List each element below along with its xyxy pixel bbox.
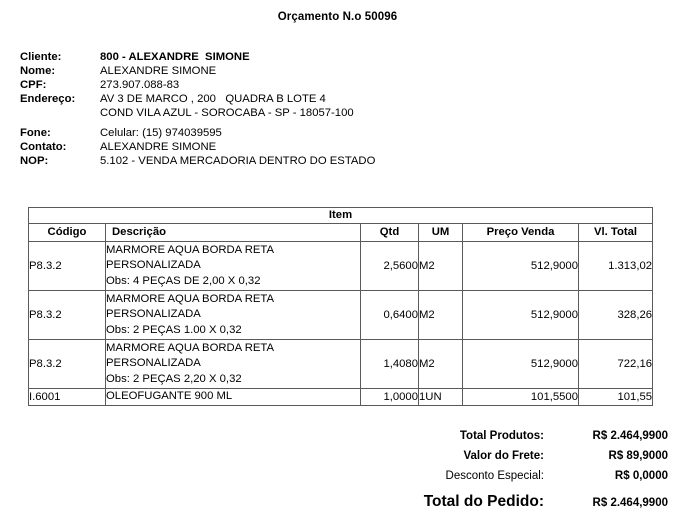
- cell-um: 1UN: [419, 389, 463, 406]
- cell-vl-total: 101,55: [579, 389, 653, 406]
- column-header-descricao[interactable]: Descrição: [106, 224, 361, 242]
- info-row-cliente: [20, 50, 660, 64]
- info-label-cpf: CPF:: [20, 79, 47, 91]
- desc-line-1: MARMORE AQUA BORDA RETA: [106, 243, 275, 256]
- info-row-nop: [20, 154, 660, 168]
- info-value-contato: ALEXANDRE SIMONE: [100, 141, 217, 153]
- info-label-contato: Contato:: [20, 141, 67, 153]
- info-row-cpf: [20, 78, 660, 92]
- cell-codigo: P8.3.2: [29, 242, 106, 291]
- items-table: [28, 207, 653, 406]
- info-label-nop: NOP:: [20, 155, 49, 167]
- cell-vl-total: 722,16: [579, 340, 653, 389]
- table-row: [29, 389, 653, 406]
- totals-block: [248, 430, 668, 519]
- info-label-cliente: Cliente:: [20, 51, 62, 63]
- cell-codigo: I.6001: [29, 389, 106, 406]
- info-row-nome: [20, 64, 660, 78]
- desc-line-obs: Obs: 2 PEÇAS 1.00 X 0,32: [106, 323, 242, 336]
- info-value-endereco-cont: COND VILA AZUL - SOROCABA - SP - 18057-100: [100, 107, 354, 119]
- desc-line-2: PERSONALIZADA: [106, 357, 201, 370]
- total-row-produtos: [248, 430, 668, 450]
- total-label-pedido: Total do Pedido:: [423, 493, 544, 510]
- total-value-frete: R$ 89,9000: [608, 450, 668, 462]
- info-row-contato: [20, 140, 660, 154]
- column-header-vl-total[interactable]: Vl. Total: [579, 224, 653, 242]
- cell-qtd: 1,0000: [361, 389, 419, 406]
- table-row: [29, 291, 653, 340]
- cell-descricao: [106, 389, 361, 406]
- cell-descricao: [106, 242, 361, 291]
- cell-um: M2: [419, 291, 463, 340]
- cell-preco-venda: 101,5500: [463, 389, 579, 406]
- info-row-endereco: [20, 92, 660, 106]
- desc-line-1: MARMORE AQUA BORDA RETA: [106, 292, 275, 305]
- table-group-header-item: Item: [29, 208, 653, 224]
- table-row: [29, 340, 653, 389]
- column-header-um[interactable]: UM: [419, 224, 463, 242]
- desc-line-1: MARMORE AQUA BORDA RETA: [106, 341, 275, 354]
- total-row-desconto: [248, 470, 668, 490]
- info-value-fone: Celular: (15) 974039595: [100, 127, 222, 139]
- cell-descricao: [106, 340, 361, 389]
- info-value-cliente: 800 - ALEXANDRE SIMONE: [100, 51, 250, 63]
- total-value-produtos: R$ 2.464,9900: [592, 430, 668, 442]
- info-label-endereco: Endereço:: [20, 93, 76, 105]
- cell-preco-venda: 512,9000: [463, 242, 579, 291]
- desc-line-2: PERSONALIZADA: [106, 259, 201, 272]
- cell-codigo: P8.3.2: [29, 340, 106, 389]
- cell-vl-total: 328,26: [579, 291, 653, 340]
- cell-qtd: 1,4080: [361, 340, 419, 389]
- info-label-nome: Nome:: [20, 65, 56, 77]
- column-header-codigo[interactable]: Código: [29, 224, 106, 242]
- info-value-cpf: 273.907.088-83: [100, 79, 180, 91]
- cell-qtd: 2,5600: [361, 242, 419, 291]
- cell-descricao: [106, 291, 361, 340]
- desc-line-1: OLEOFUGANTE 900 ML: [106, 390, 233, 403]
- cell-preco-venda: 512,9000: [463, 340, 579, 389]
- total-value-desconto: R$ 0,0000: [614, 470, 668, 482]
- table-group-header-row: [29, 208, 653, 224]
- info-value-nop: 5.102 - VENDA MERCADORIA DENTRO DO ESTADO: [100, 155, 376, 167]
- desc-line-2: PERSONALIZADA: [106, 308, 201, 321]
- total-label-desconto: Desconto Especial:: [445, 470, 544, 482]
- column-header-preco-venda[interactable]: Preço Venda: [463, 224, 579, 242]
- desc-line-obs: Obs: 4 PEÇAS DE 2,00 X 0,32: [106, 274, 261, 287]
- cell-um: M2: [419, 340, 463, 389]
- page-title: Orçamento N.o 50096: [277, 11, 398, 23]
- total-label-produtos: Total Produtos:: [459, 430, 544, 442]
- info-label-fone: Fone:: [20, 127, 51, 139]
- total-label-frete: Valor do Frete:: [463, 450, 544, 462]
- cell-qtd: 0,6400: [361, 291, 419, 340]
- cell-um: M2: [419, 242, 463, 291]
- info-row-endereco-cont: [20, 106, 660, 120]
- desc-line-obs: Obs: 2 PEÇAS 2,20 X 0,32: [106, 372, 242, 385]
- column-header-qtd[interactable]: Qtd: [361, 224, 419, 242]
- info-row-fone: [20, 126, 660, 140]
- total-row-frete: [248, 450, 668, 470]
- table-row: [29, 242, 653, 291]
- cell-codigo: P8.3.2: [29, 291, 106, 340]
- total-value-pedido: R$ 2.464,9900: [592, 497, 668, 509]
- cell-vl-total: 1.313,02: [579, 242, 653, 291]
- table-column-header-row: [29, 224, 653, 242]
- customer-info-block: [20, 50, 660, 168]
- total-row-pedido: [248, 493, 668, 519]
- info-value-nome: ALEXANDRE SIMONE: [100, 65, 217, 77]
- info-value-endereco: AV 3 DE MARCO , 200 QUADRA B LOTE 4: [100, 93, 326, 105]
- cell-preco-venda: 512,9000: [463, 291, 579, 340]
